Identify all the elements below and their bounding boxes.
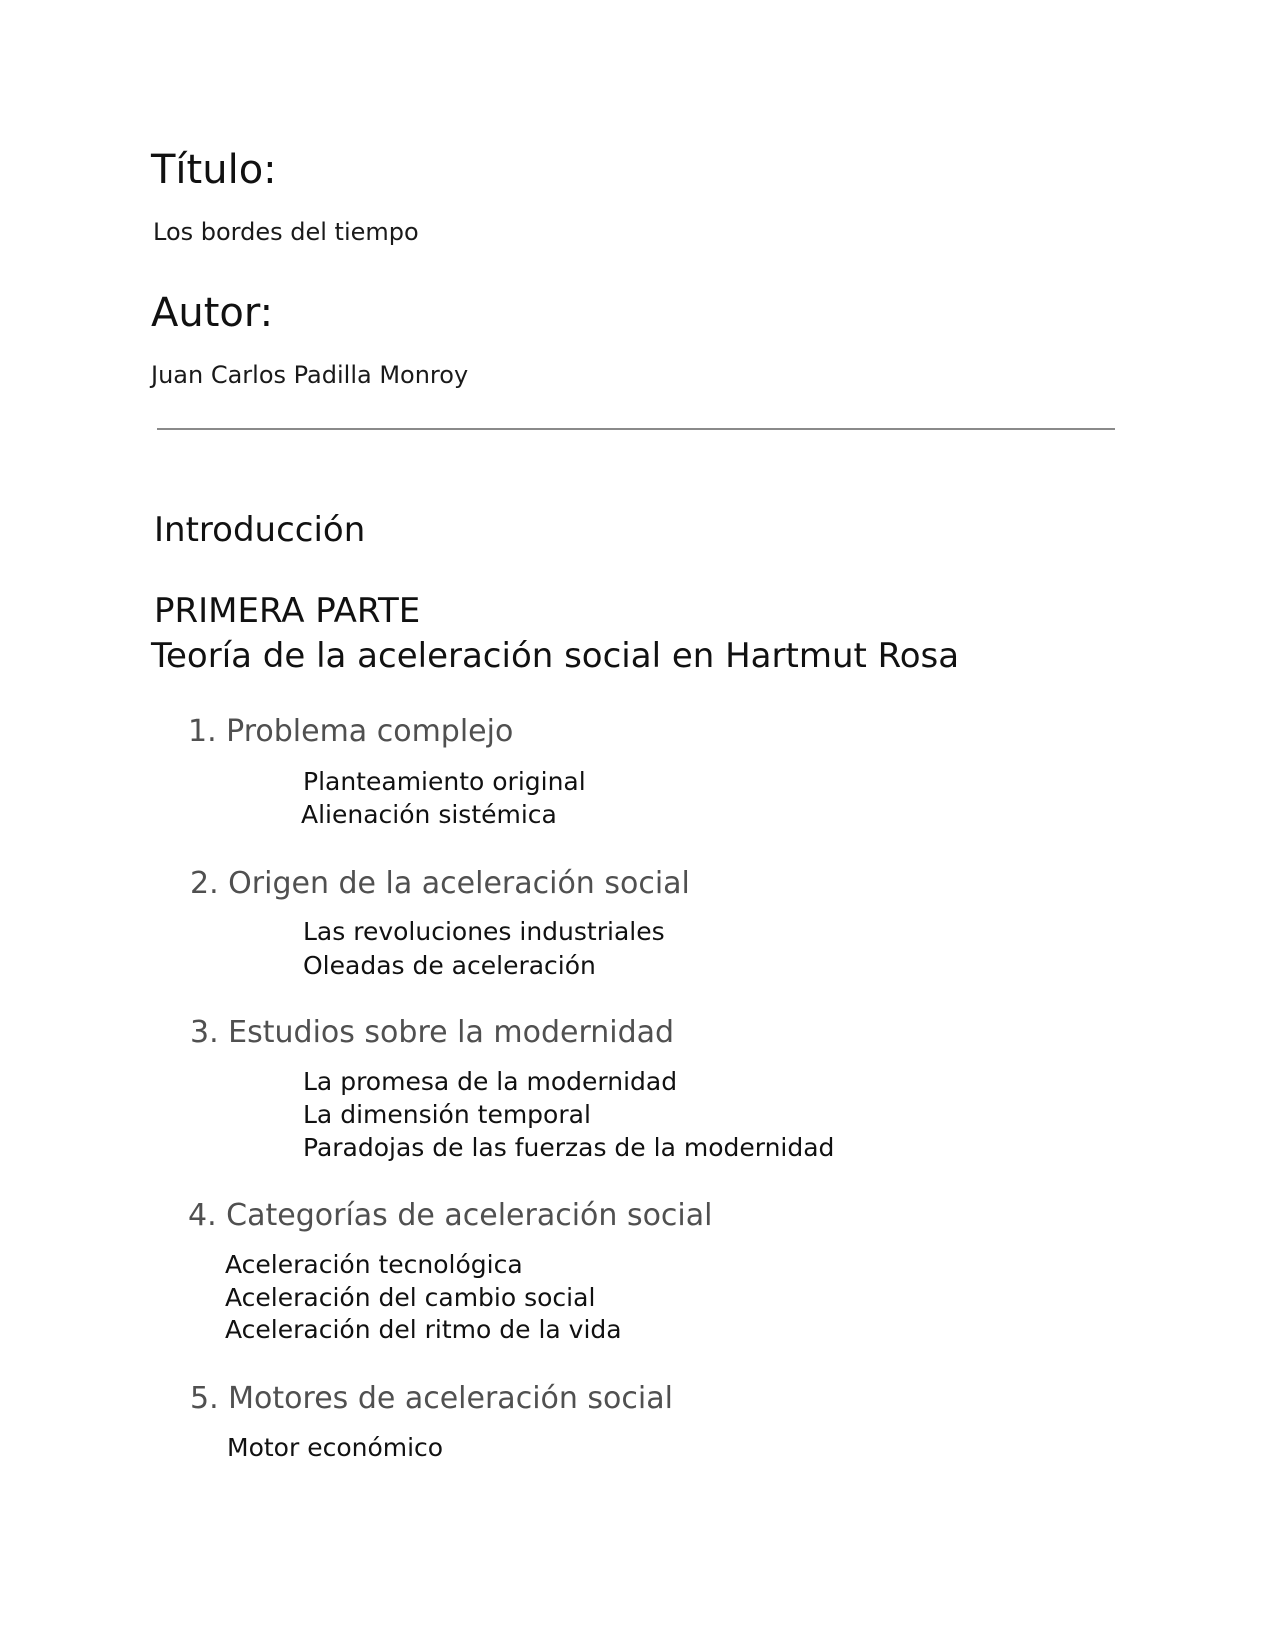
toc-item: Paradojas de las fuerzas de la modernidad bbox=[303, 1133, 835, 1162]
title-value: Los bordes del tiempo bbox=[153, 218, 419, 246]
toc-item: Oleadas de aceleración bbox=[303, 951, 596, 980]
toc-item: Aceleración tecnológica bbox=[225, 1250, 523, 1279]
toc-chapter-1: 1. Problema complejo bbox=[188, 714, 514, 749]
author-label: Autor: bbox=[151, 290, 274, 336]
toc-chapter-2: 2. Origen de la aceleración social bbox=[190, 866, 690, 901]
toc-item: Alienación sistémica bbox=[301, 800, 557, 829]
toc-item: La promesa de la modernidad bbox=[303, 1067, 678, 1096]
toc-item: Planteamiento original bbox=[303, 767, 586, 796]
toc-item: Las revoluciones industriales bbox=[303, 917, 665, 946]
toc-part-label: PRIMERA PARTE bbox=[154, 591, 421, 631]
toc-item: Aceleración del ritmo de la vida bbox=[225, 1315, 622, 1344]
toc-part-title: Teoría de la aceleración social en Hartmut Rosa bbox=[151, 636, 960, 676]
toc-item: La dimensión temporal bbox=[303, 1100, 591, 1129]
toc-item: Motor económico bbox=[227, 1433, 444, 1462]
author-value: Juan Carlos Padilla Monroy bbox=[151, 361, 469, 389]
horizontal-divider bbox=[157, 428, 1115, 430]
toc-item: Aceleración del cambio social bbox=[225, 1283, 596, 1312]
toc-chapter-5: 5. Motores de aceleración social bbox=[190, 1381, 673, 1416]
toc-chapter-4: 4. Categorías de aceleración social bbox=[188, 1198, 713, 1233]
title-label: Título: bbox=[151, 147, 277, 193]
toc-introduction: Introducción bbox=[154, 510, 366, 550]
toc-chapter-3: 3. Estudios sobre la modernidad bbox=[190, 1015, 675, 1050]
